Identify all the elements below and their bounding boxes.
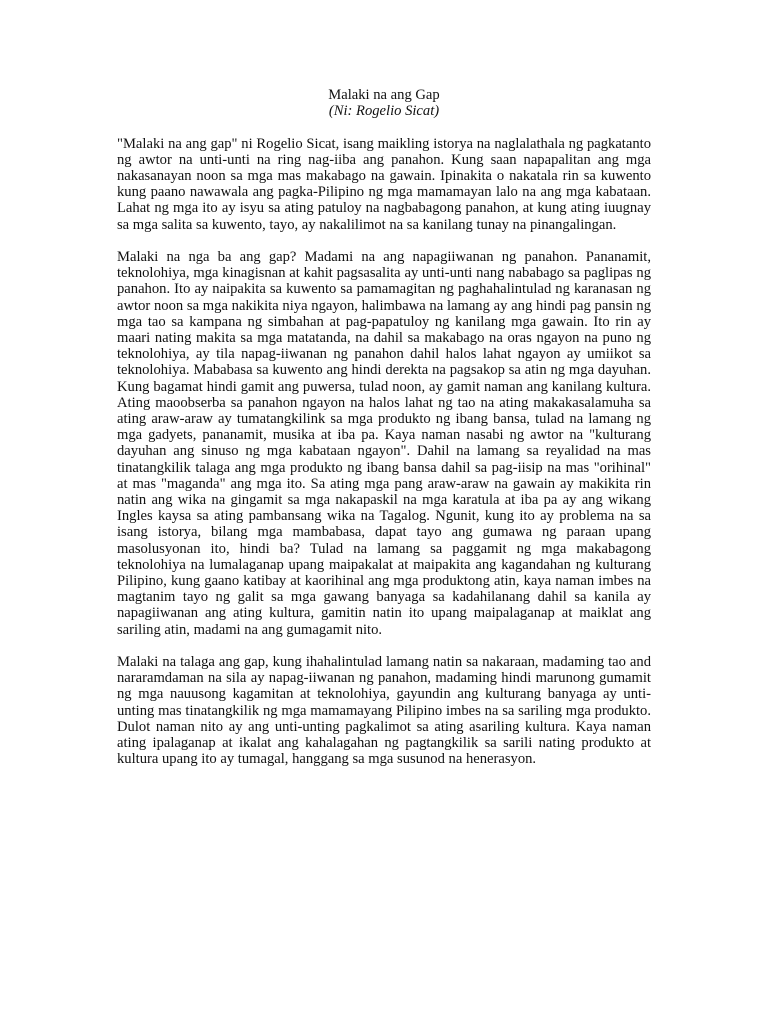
paragraph-1: "Malaki na ang gap" ni Rogelio Sicat, isang maikling istorya na naglalathala ng pagkatanto ng awtor na unti-unti na ring nag-iiba ang panahon. Kung saan napapalitan ang mga nakasanayan noon sa mga mas makabago na gawain. Ipinakita o nakatala rin sa kuwento kung paano nawawala ang pagka-Pilipino ng mga mamamayan lalo na ang mga kabataan. Lahat ng mga ito ay isyu sa ating patuloy na nagbabagong panahon, at kung ating iuugnay sa mga salita sa kuwento, tayo, ay nakalilimot na sa kanilang tunay na pinangalingan. bbox=[117, 135, 651, 233]
paragraph-2: Malaki na nga ba ang gap? Madami na ang napagiiwanan ng panahon. Pananamit, teknolohiya, mga kinagisnan at kahit pagsasalita ay unti-unti nang nababago sa paglipas ng panahon. Ito ay naipakita sa kuwento sa pamamagitan ng paghahalintulad ng karanasan ng awtor noon sa mga nakikita niya ngayon, halimbawa na lamang ay ang hindi pag pansin ng mga tao sa kampana ng simbahan at pag-papatuloy ng kanilang mga gawain. Ito rin ay maari nating makita sa mga matatanda, na dahil sa makabago na oras ngayon na puno ng teknolohiya, ay tila napag-iiwanan ng panahon dahil halos lahat ngayon ay umiikot sa teknolohiya. Mababasa sa kuwento ang hindi derekta na pagsakop sa atin ng mga dayuhan. Kung bagamat hindi gamit ang puwersa, tulad noon, ay gamit naman ang kanilang kultura. Ating maoobserba sa panahon ngayon na halos lahat ng tao na ating makakasalamuha sa ating araw-araw ay tumatangkilink sa mga produkto ng ibang bansa, tulad na lamang ng mga gadyets, pananamit, musika at iba pa. Kaya naman nasabi ng awtor na "kulturang dayuhan ang sinuso ng mga kabataan ngayon". Dahil na lamang sa reyalidad na mas tinatangkilik talaga ang mga produkto ng ibang bansa dahil sa pag-iisip na mas "orihinal" at mas "maganda" ang mga ito. Sa ating mga pang araw-araw na gawain ay makikita rin natin ang wika na gingamit sa mga nakapaskil na mga karatula at iba pa ay ang wikang Ingles kaysa sa ating pambansang wika na Tagalog. Ngunit, kung ito ay problema na sa isang istorya, bilang mga mambabasa, dapat tayo ang gumawa ng paraan upang masolusyonan ito, hindi ba? Tulad na lamang sa paggamit ng mga makabagong teknolohiya na lumalaganap upang maipakalat at maipakita ang kagandahan ng kulturang Pilipino, kung gaano katibay at kaorihinal ang mga produktong atin, kaya naman imbes na magtanim tayo ng galit sa mga gawang banyaga sa kadahilanang dahil sa kanila ay napagiiwanan ang ating kultura, gamitin natin ito upang maipalaganap at maiklat ang sariling atin, madami na ang gumagamit nito. bbox=[117, 249, 651, 638]
document-author: (Ni: Rogelio Sicat) bbox=[328, 103, 440, 120]
document-page bbox=[117, 87, 651, 784]
document-title: Malaki na ang Gap bbox=[328, 87, 440, 103]
paragraph-3: Malaki na talaga ang gap, kung ihahalintulad lamang natin sa nakaraan, madaming tao and nararamdaman na sila ay napag-iiwanan ng panahon, madaming hindi marunong gumamit ng mga nauusong kagamitan at teknolohiya, gayundin ang kulturang banyaga ay unti-unting mas tinatangkilik ng mga mamamayang Pilipino imbes na sa sariling mga produkto. Dulot naman nito ay ang unti-unting pagkalimot sa ating asariling kultura. Kaya naman ating ipalaganap at ikalat ang kahalagahan ng pagtangkilik sa sarili nating produkto at kultura upang ito ay tumagal, hanggang sa mga susunod na henerasyon. bbox=[117, 654, 651, 768]
